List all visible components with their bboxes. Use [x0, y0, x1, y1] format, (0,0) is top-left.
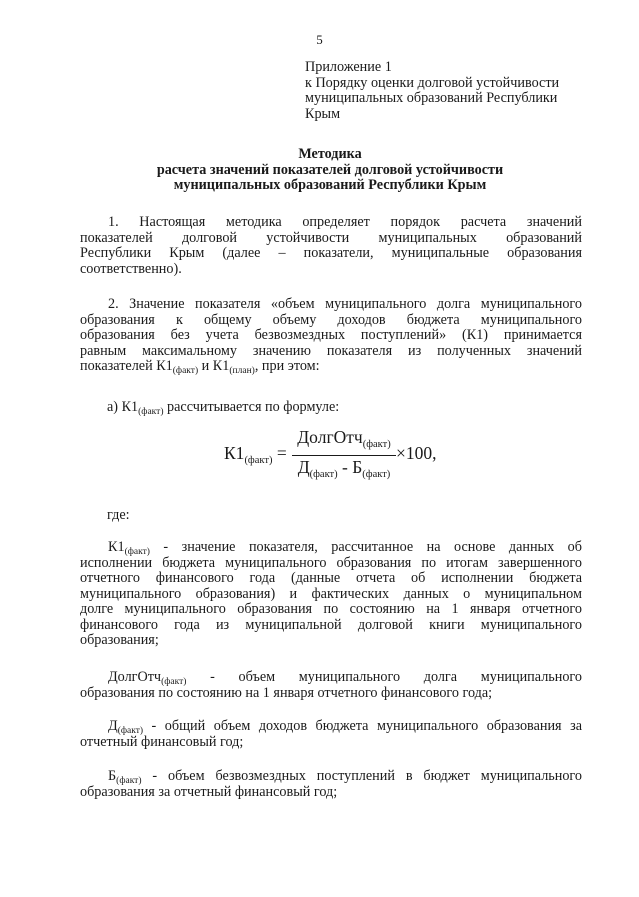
definition-b: $Б_{(факт)}$ - объем безвозмездных поступлений в бюджет муниципального образования за отчетный финансовый год; — [80, 768, 582, 800]
where-label: где: — [107, 507, 130, 523]
annex-line: муниципальных образований Республики — [305, 90, 558, 106]
p2-line: образования к общему объему доходов бюджета муниципального — [80, 311, 582, 328]
document-title — [80, 147, 580, 194]
fraction-bar — [292, 455, 396, 456]
def-line: образования по состоянию на 1 января отчетного финансового года; — [80, 684, 493, 701]
item-a: а) $К1_{(факт)}$ рассчитывается по формуле: — [107, 399, 340, 417]
annex-header — [305, 60, 605, 122]
definition-d: $Д_{(факт)}$ - общий объем доходов бюджета муниципального образования за отчетный финансовый год; — [80, 718, 582, 750]
def-line: долге муниципального образования по состоянию на 1 января отчетного — [80, 601, 582, 617]
formula-denominator: $Д_{(факт)} - Б_{(факт)}$ — [297, 457, 391, 480]
p2-line: образования без учета безвозмездных поступлений» (К1) принимается — [80, 327, 582, 343]
p2-line: 2. Значение показателя «объем муниципального долга муниципального — [108, 296, 582, 312]
annex-line: Приложение 1 — [305, 59, 392, 75]
def-line: исполнении бюджета муниципального образования по итогам завершенного — [80, 554, 582, 571]
def-line: образования за отчетный финансовый год; — [80, 783, 338, 800]
p1-line: 1. Настоящая методика определяет порядок расчета значений — [108, 214, 582, 230]
p1-line: соответственно). — [80, 260, 182, 277]
formula-lhs: $К1_{(факт)}$ = — [224, 443, 287, 466]
formula-numerator: ДолгОтч$_{(факт)}$ — [297, 427, 391, 450]
title-line: муниципальных образований Республики Крым — [173, 177, 487, 193]
definition-k1: $К1_{(факт)}$ - значение показателя, рассчитанное на основе данных об исполнении бюджета муниципального образования по итогам завершенного отчетного финансового года (данные отчета об исполнении бюджета муниципального образования) и фактических данных о муниципальном долге муниципального образования по состоянию на 1 января отчетного финансового года из муниципальной долговой книги муниципального образования; — [80, 539, 582, 648]
def-line: финансового года из муниципальной долговой книги муниципального — [80, 616, 582, 633]
annex-line: к Порядку оценки долговой устойчивости — [305, 74, 560, 91]
paragraph-2 — [80, 297, 582, 375]
p2-last-line: показателей $К1_{(факт)}$ и $К1_{(план)}$, при этом: — [80, 358, 320, 376]
def-line: отчетный финансовый год; — [80, 733, 244, 750]
annex-line: Крым — [305, 105, 341, 122]
title-line: Методика — [298, 146, 362, 162]
def-line: муниципального образования) и фактических данных о муниципальном — [80, 585, 582, 602]
definition-dolg: ДолгОтч$_{(факт)}$ - объем муниципального долга муниципального образования по состоянию на 1 января отчетного финансового года; — [80, 669, 582, 701]
formula-rhs: ×100, — [396, 443, 437, 463]
paragraph-1 — [80, 215, 582, 277]
formula-fraction — [292, 427, 396, 480]
p2-line: равным максимальному значению показателя из полученных значений — [80, 342, 582, 359]
title-line: расчета значений показателей долговой устойчивости — [156, 161, 504, 178]
page-number: 5 — [316, 32, 323, 47]
p1-line: показателей долговой устойчивости муниципальных образований — [80, 229, 582, 246]
def-line: образования; — [80, 632, 159, 648]
p1-line: Республики Крым (далее – показатели, муниципальные образования — [80, 245, 582, 261]
def-line: отчетного финансового года (данные отчета об исполнении бюджета — [80, 570, 582, 586]
